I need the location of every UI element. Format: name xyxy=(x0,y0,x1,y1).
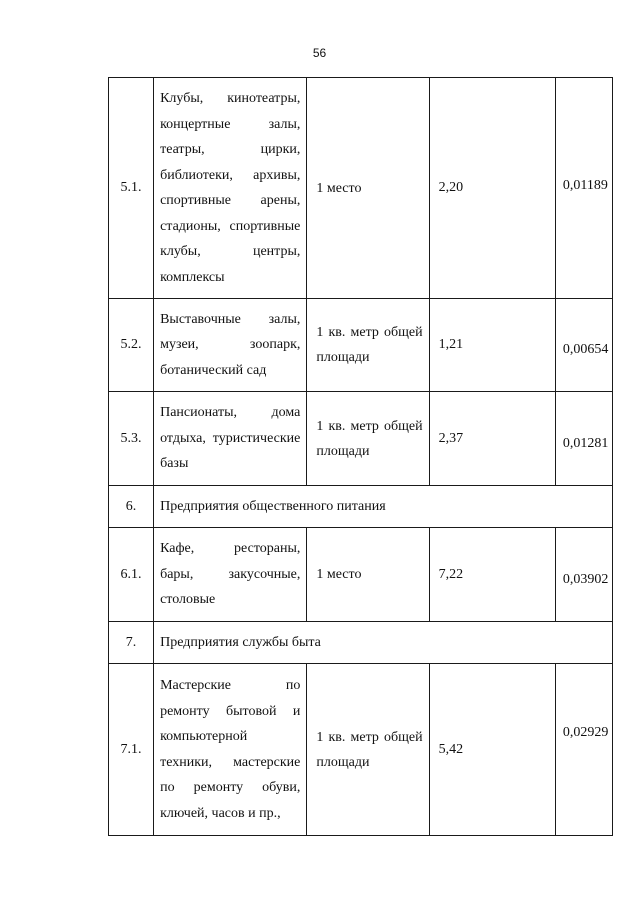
value-cell xyxy=(429,392,555,486)
value: 2,37 xyxy=(438,430,464,446)
object-name-cell xyxy=(154,299,307,392)
page-number: 56 xyxy=(312,46,327,60)
coefficient: 0,00654 xyxy=(562,342,609,357)
section-title-cell xyxy=(154,622,613,664)
row-number: 7.1. xyxy=(120,741,142,757)
table-row xyxy=(109,78,613,299)
coefficient-cell xyxy=(555,78,612,299)
row-number: 6.1. xyxy=(120,566,142,582)
object-name-cell xyxy=(154,392,307,486)
object-name-cell xyxy=(154,664,307,836)
object-name: Кафе, рестораны, бары, закусочные, столовые xyxy=(160,541,301,608)
norms-table xyxy=(108,77,613,836)
unit-cell xyxy=(307,78,429,299)
section-title-cell xyxy=(154,486,613,528)
unit-cell xyxy=(307,299,429,392)
row-number-cell xyxy=(109,392,154,486)
value-cell xyxy=(429,528,555,622)
section-row xyxy=(109,622,613,664)
unit-cell xyxy=(307,392,429,486)
value: 1,21 xyxy=(438,337,464,352)
section-row xyxy=(109,486,613,528)
coefficient-cell xyxy=(555,299,612,392)
table-row xyxy=(109,299,613,392)
coefficient-cell xyxy=(555,664,612,836)
unit-cell xyxy=(307,528,429,622)
object-name: Клубы, кинотеатры, концертные залы, театры, цирки, библиотеки, архивы, спортивные арены, стадионы, спортивные клубы, центры, комплексы xyxy=(160,91,301,285)
section-number: 6. xyxy=(125,498,137,514)
coefficient: 0,01281 xyxy=(562,435,609,451)
unit: 1 место xyxy=(316,180,362,196)
object-name-cell xyxy=(154,78,307,299)
unit-cell xyxy=(307,664,429,836)
value-cell xyxy=(429,299,555,392)
object-name-cell xyxy=(154,528,307,622)
coefficient-cell xyxy=(555,392,612,486)
row-number: 5.2. xyxy=(120,337,142,352)
section-number-cell xyxy=(109,622,154,664)
table-row xyxy=(109,392,613,486)
coefficient-cell xyxy=(555,528,612,622)
coefficient: 0,01189 xyxy=(562,177,608,193)
unit: 1 кв. метр общей площади xyxy=(316,418,423,459)
unit: 1 кв. метр общей площади xyxy=(316,729,423,770)
value-cell xyxy=(429,664,555,836)
row-number-cell xyxy=(109,664,154,836)
section-title: Предприятия общественного питания xyxy=(160,498,386,514)
row-number: 5.3. xyxy=(120,430,142,446)
table-row xyxy=(109,664,613,836)
table-row xyxy=(109,528,613,622)
section-number: 7. xyxy=(125,634,137,650)
row-number-cell xyxy=(109,299,154,392)
object-name: Пансионаты, дома отдыха, туристические базы xyxy=(160,405,301,472)
coefficient: 0,02929 xyxy=(562,724,609,740)
unit: 1 место xyxy=(316,567,362,582)
row-number-cell xyxy=(109,528,154,622)
coefficient: 0,03902 xyxy=(562,571,609,587)
value-cell xyxy=(429,78,555,299)
unit: 1 кв. метр общей площади xyxy=(316,325,423,365)
value: 5,42 xyxy=(438,741,464,757)
row-number-cell xyxy=(109,78,154,299)
row-number: 5.1. xyxy=(120,180,142,195)
object-name: Выставочные залы, музеи, зоопарк, ботанический сад xyxy=(160,311,301,378)
section-number-cell xyxy=(109,486,154,528)
object-name: Мастерские по ремонту бытовой и компьютерной техники, мастерские по ремонту обуви, ключей, часов и пр., xyxy=(160,678,301,821)
section-title: Предприятия службы быта xyxy=(160,634,321,650)
value: 2,20 xyxy=(438,180,464,195)
value: 7,22 xyxy=(438,566,464,582)
